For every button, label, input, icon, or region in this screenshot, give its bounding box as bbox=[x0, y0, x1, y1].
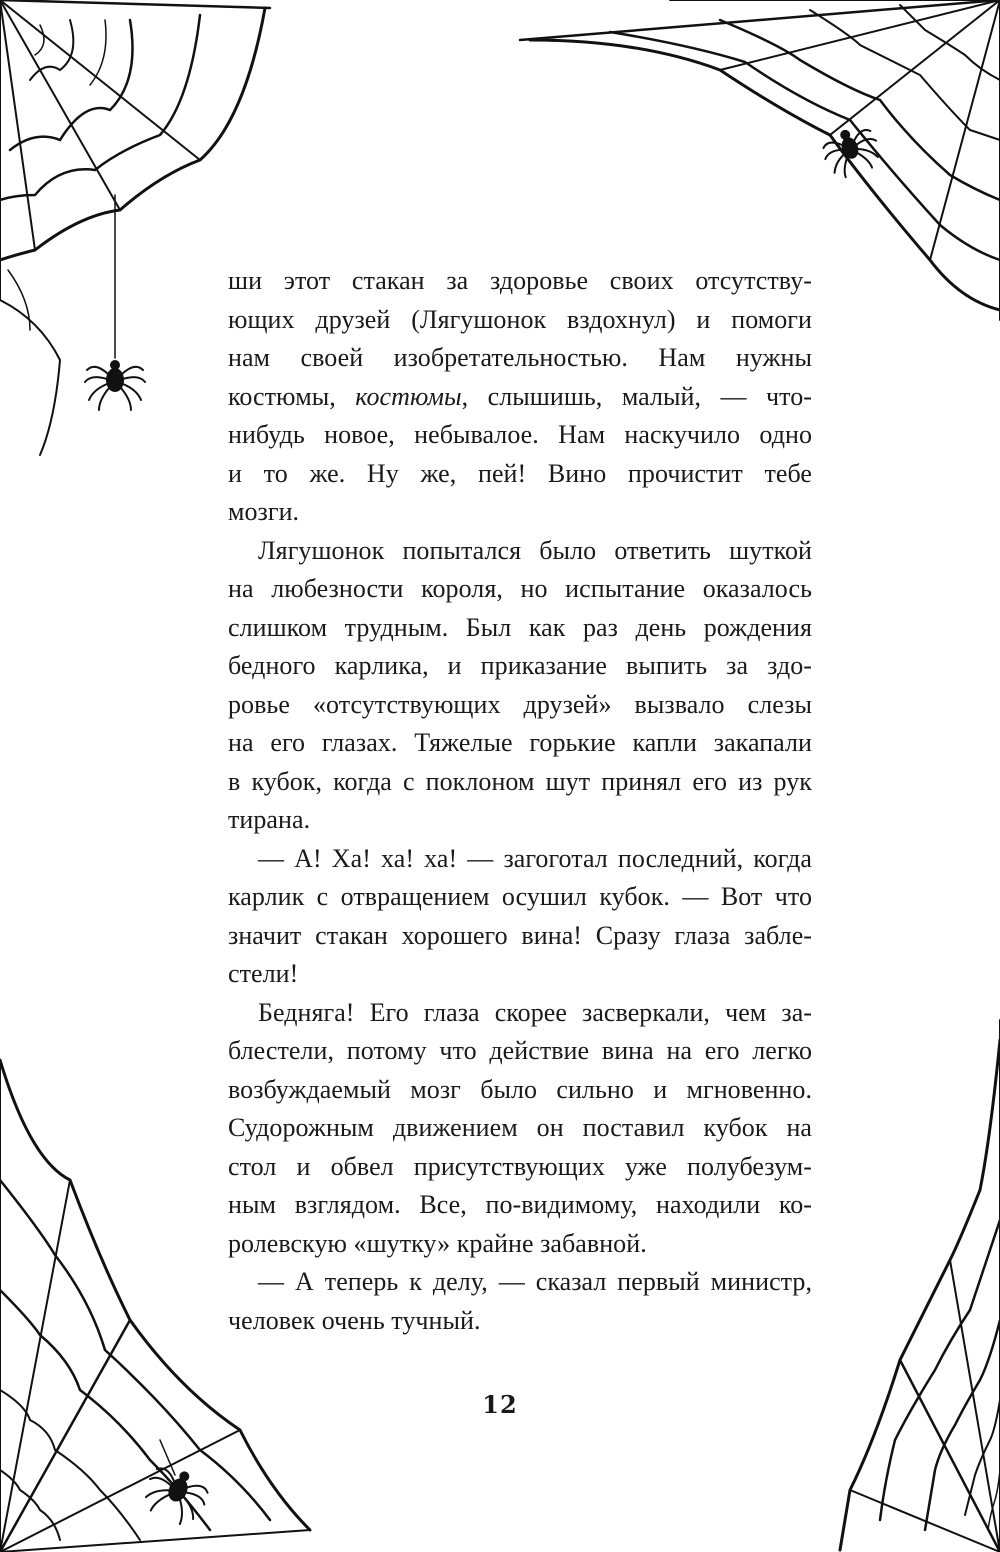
paragraph-first-line: — А теперь к делу, — сказал первый министр, bbox=[258, 1267, 812, 1296]
spider-icon bbox=[85, 360, 145, 410]
paragraph-first-line: Бедняга! Его глаза скорее засверкали, чем за- bbox=[258, 997, 812, 1027]
text-line: стели! bbox=[228, 959, 299, 988]
text-line: мозги. bbox=[228, 497, 300, 526]
italic-emphasis: костюмы bbox=[355, 381, 462, 411]
text-line: слишком трудным. Был как раз день рождения bbox=[228, 612, 812, 642]
text-line: ши этот стакан за здоровье своих отсутству- bbox=[228, 266, 812, 295]
text-segment: костюмы, bbox=[228, 381, 356, 411]
text-line: возбуждаемый мозг было сильно и мгновенно. bbox=[228, 1074, 812, 1104]
text-line: значит стакан хорошего вина! Сразу глаза забле- bbox=[228, 920, 812, 950]
text-line: человек очень тучный. bbox=[228, 1305, 481, 1335]
text-line: стол и обвел присутствующих уже полубезум- bbox=[228, 1151, 812, 1181]
text-line: ровье «отсутствующих друзей» вызвало слезы bbox=[228, 689, 812, 719]
body-text bbox=[228, 262, 812, 1340]
text-line: тирана. bbox=[228, 805, 311, 834]
text-line: карлик с отвращением осушил кубок. — Вот что bbox=[228, 882, 812, 911]
cobweb-bottom-right-icon bbox=[840, 1020, 1000, 1552]
text-line: блестели, потому что действие вина на его легко bbox=[228, 1036, 812, 1065]
page-number: 12 bbox=[482, 1390, 518, 1419]
text-line: ющих друзей (Лягушонок вздохнул) и помоги bbox=[228, 304, 812, 334]
text-line: бедного карлика, и приказание выпить за здо- bbox=[228, 651, 812, 680]
text-line: на любезности короля, но испытание оказалось bbox=[228, 574, 812, 603]
text-line: ролевскую «шутку» крайне забавной. bbox=[228, 1228, 647, 1258]
text-line: в кубок, когда с поклоном шут принял его из рук bbox=[228, 766, 812, 796]
text-line: и то же. Ну же, пей! Вино прочистит тебе bbox=[228, 458, 812, 488]
paragraph-first-line: — А! Ха! ха! ха! — загоготал последний, когда bbox=[258, 843, 812, 873]
text-line: нибудь новое, небывалое. Нам наскучило одно bbox=[228, 420, 812, 449]
text-line bbox=[228, 378, 812, 417]
text-segment: , слышишь, малый, — что- bbox=[461, 381, 812, 411]
paragraph-first-line: Лягушонок попытался было ответить шуткой bbox=[258, 535, 812, 565]
text-line: на его глазах. Тяжелые горькие капли закапали bbox=[228, 728, 812, 757]
text-line: ным взглядом. Все, по-видимому, находили ко- bbox=[228, 1190, 812, 1219]
text-line: Судорожным движением он поставил кубок на bbox=[228, 1113, 812, 1142]
text-line: нам своей изобретательностью. Нам нужны bbox=[228, 343, 812, 372]
